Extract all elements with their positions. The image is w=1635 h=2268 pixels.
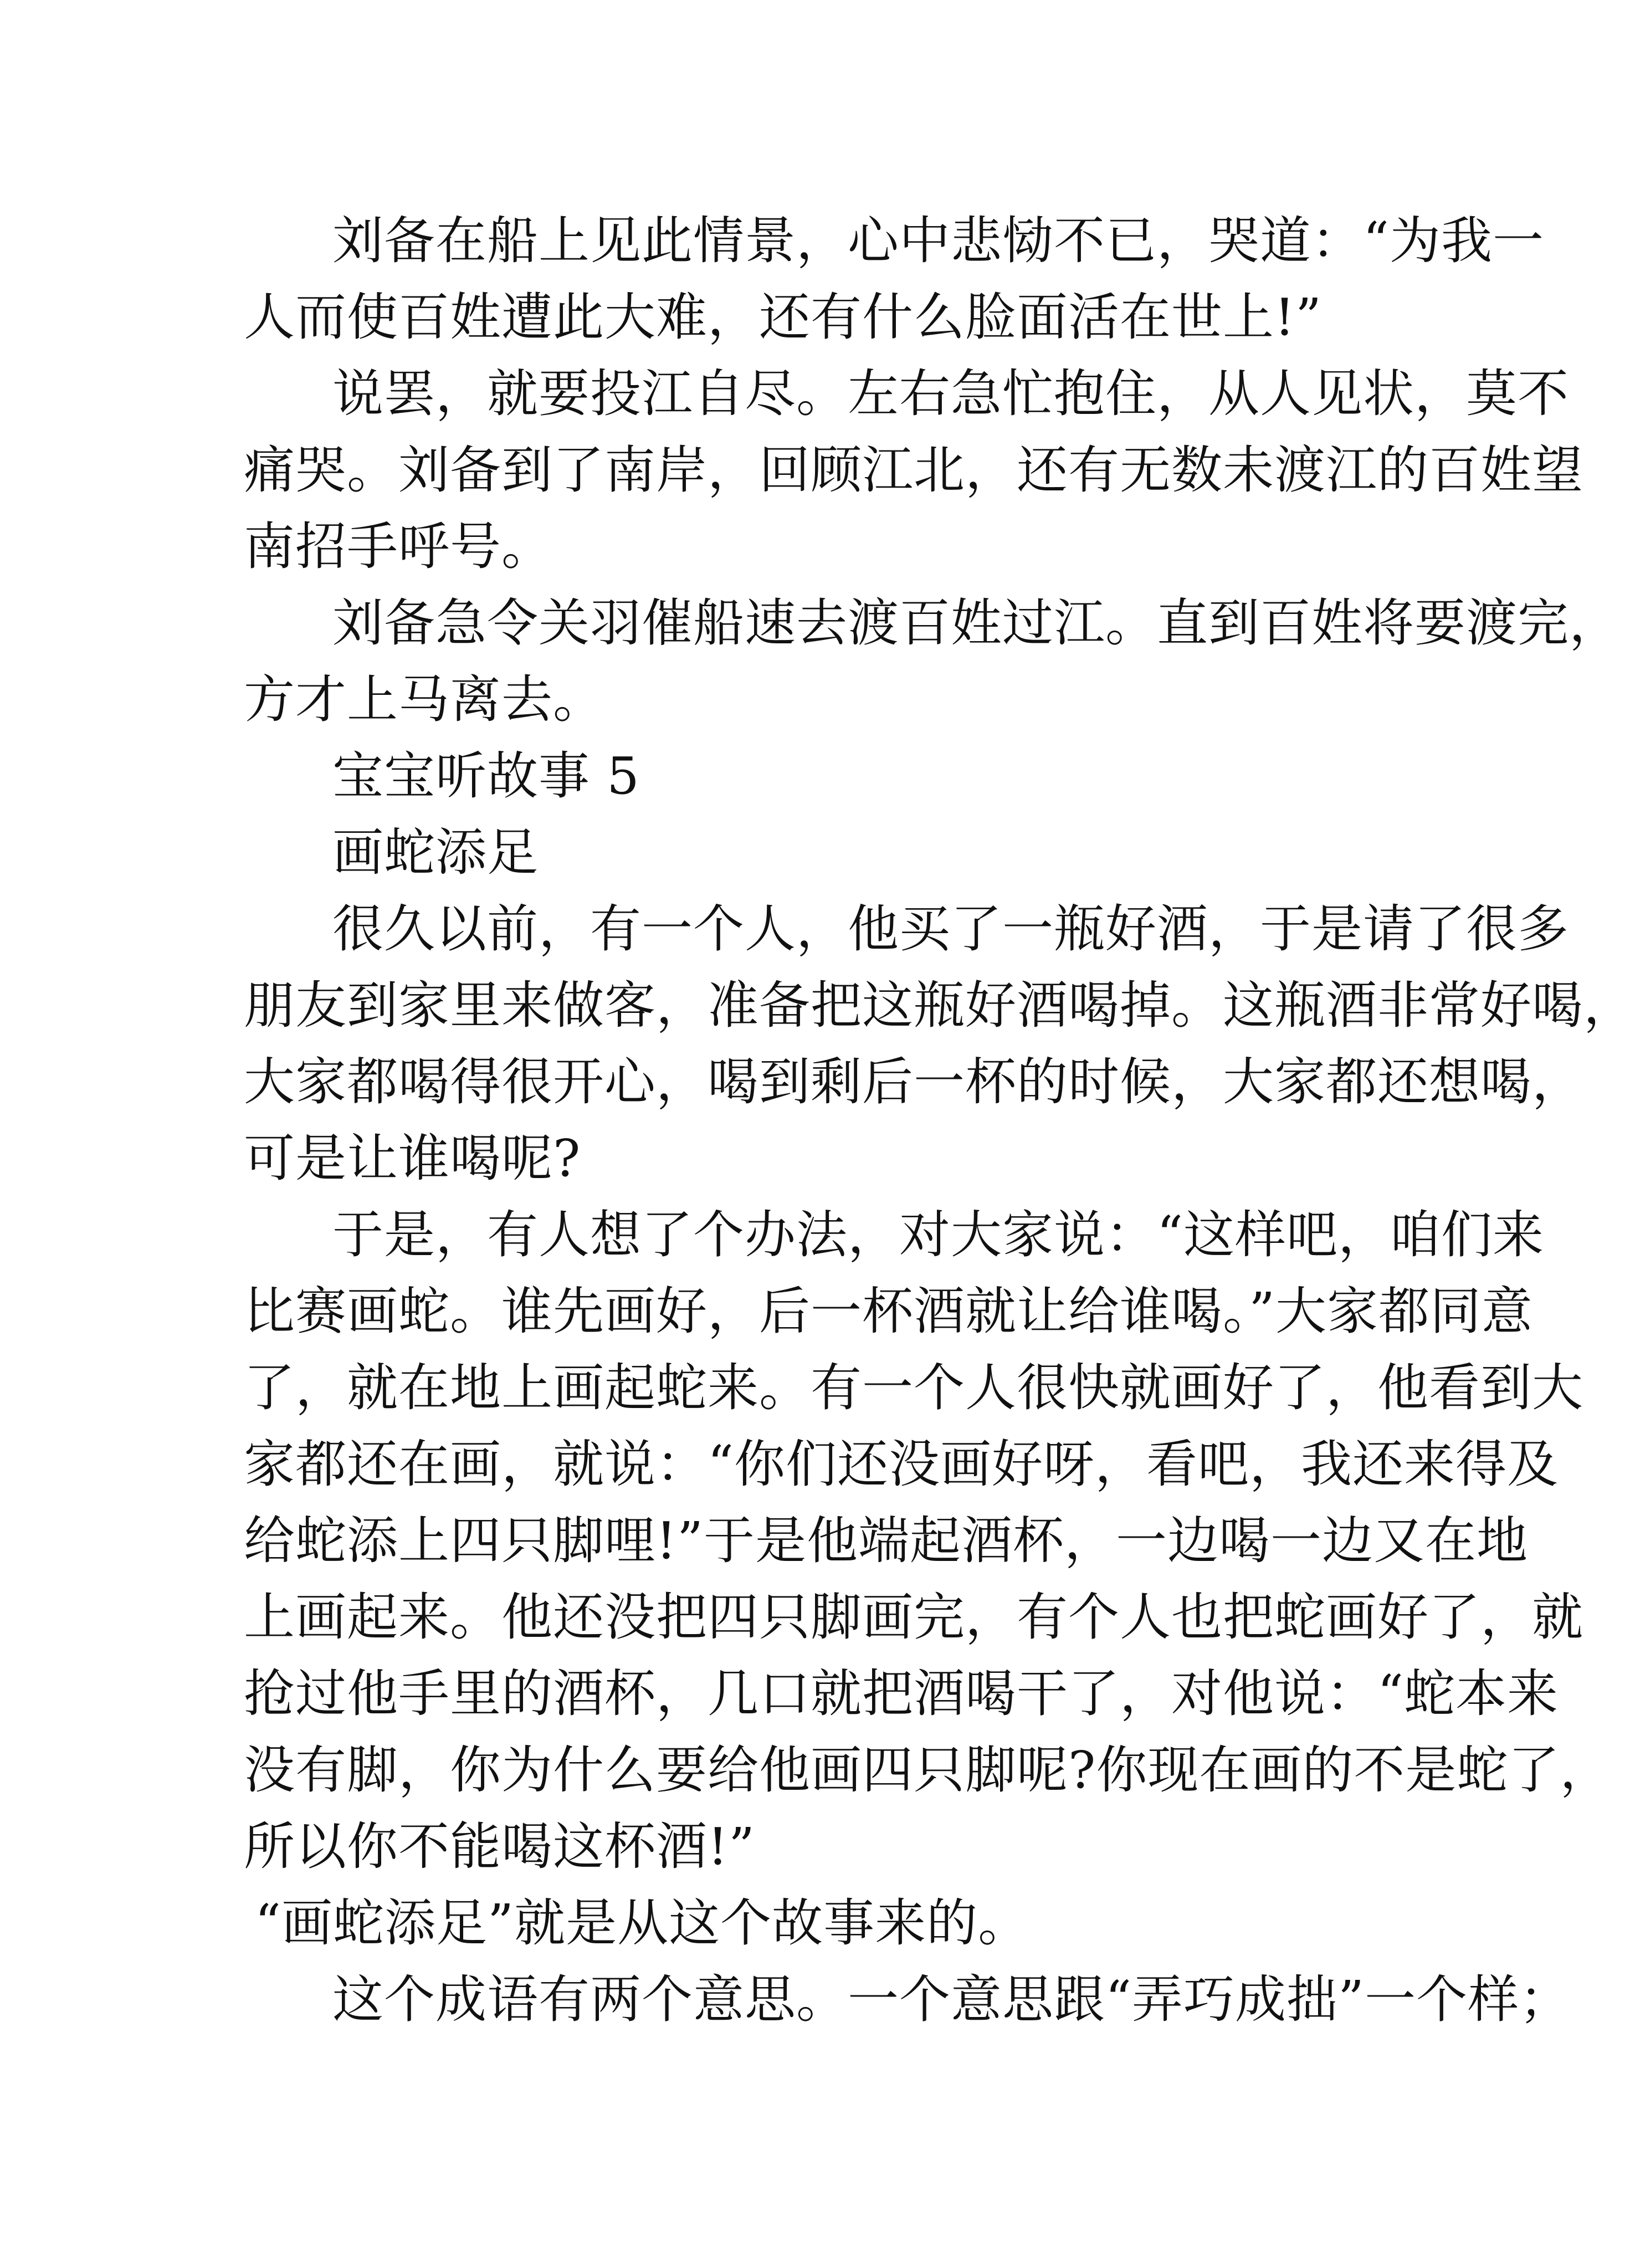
text-line: 刘备在船上见此情景，心中悲恸不已，哭道：“为我一 — [332, 211, 1545, 270]
text-line: 很久以前，有一个人，他买了一瓶好酒，于是请了很多 — [332, 899, 1570, 959]
text-line: “画蛇添足”就是从这个故事来的。 — [255, 1893, 1030, 1953]
text-line: 没有脚，你为什么要给他画四只脚呢?你现在画的不是蛇了， — [244, 1740, 1612, 1800]
text-line: 人而使百姓遭此大难，还有什么脸面活在世上!” — [244, 288, 1323, 347]
story-title: 画蛇添足 — [332, 823, 539, 882]
text-line: 可是让谁喝呢? — [244, 1129, 581, 1188]
text-line: 刘备急令关羽催船速去渡百姓过江。直到百姓将要渡完， — [332, 593, 1621, 653]
text-line: 朋友到家里来做客，准备把这瓶好酒喝掉。这瓶酒非常好喝， — [244, 976, 1635, 1035]
text-line: 家都还在画，就说：“你们还没画好呀，看吧，我还来得及 — [244, 1435, 1559, 1494]
text-line: 这个成语有两个意思。一个意思跟“弄巧成拙”一个样； — [332, 1970, 1571, 2029]
text-line: 给蛇添上四只脚哩!”于是他端起酒杯，一边喝一边又在地 — [244, 1511, 1529, 1570]
section-heading: 宝宝听故事 5 — [332, 746, 640, 806]
text-line: 比赛画蛇。谁先画好，后一杯酒就让给谁喝。”大家都同意 — [244, 1282, 1534, 1341]
text-line: 说罢，就要投江自尽。左右急忙抱住，从人见状，莫不 — [332, 364, 1570, 423]
text-line: 痛哭。刘备到了南岸，回顾江北，还有无数未渡江的百姓望 — [244, 441, 1584, 500]
text-line: 所以你不能喝这杯酒!” — [244, 1817, 756, 1876]
text-line: 南招手呼号。 — [244, 517, 553, 576]
text-line: 上画起来。他还没把四只脚画完，有个人也把蛇画好了，就 — [244, 1588, 1584, 1647]
text-line: 大家都喝得很开心，喝到剩后一杯的时候，大家都还想喝， — [244, 1052, 1584, 1112]
text-line: 抢过他手里的酒杯，几口就把酒喝干了，对他说：“蛇本来 — [244, 1664, 1559, 1723]
text-line: 于是，有人想了个办法，对大家说：“这样吧，咱们来 — [332, 1205, 1545, 1264]
text-line: 了，就在地上画起蛇来。有一个人很快就画好了，他看到大 — [244, 1358, 1584, 1417]
text-line: 方才上马离去。 — [244, 670, 605, 729]
